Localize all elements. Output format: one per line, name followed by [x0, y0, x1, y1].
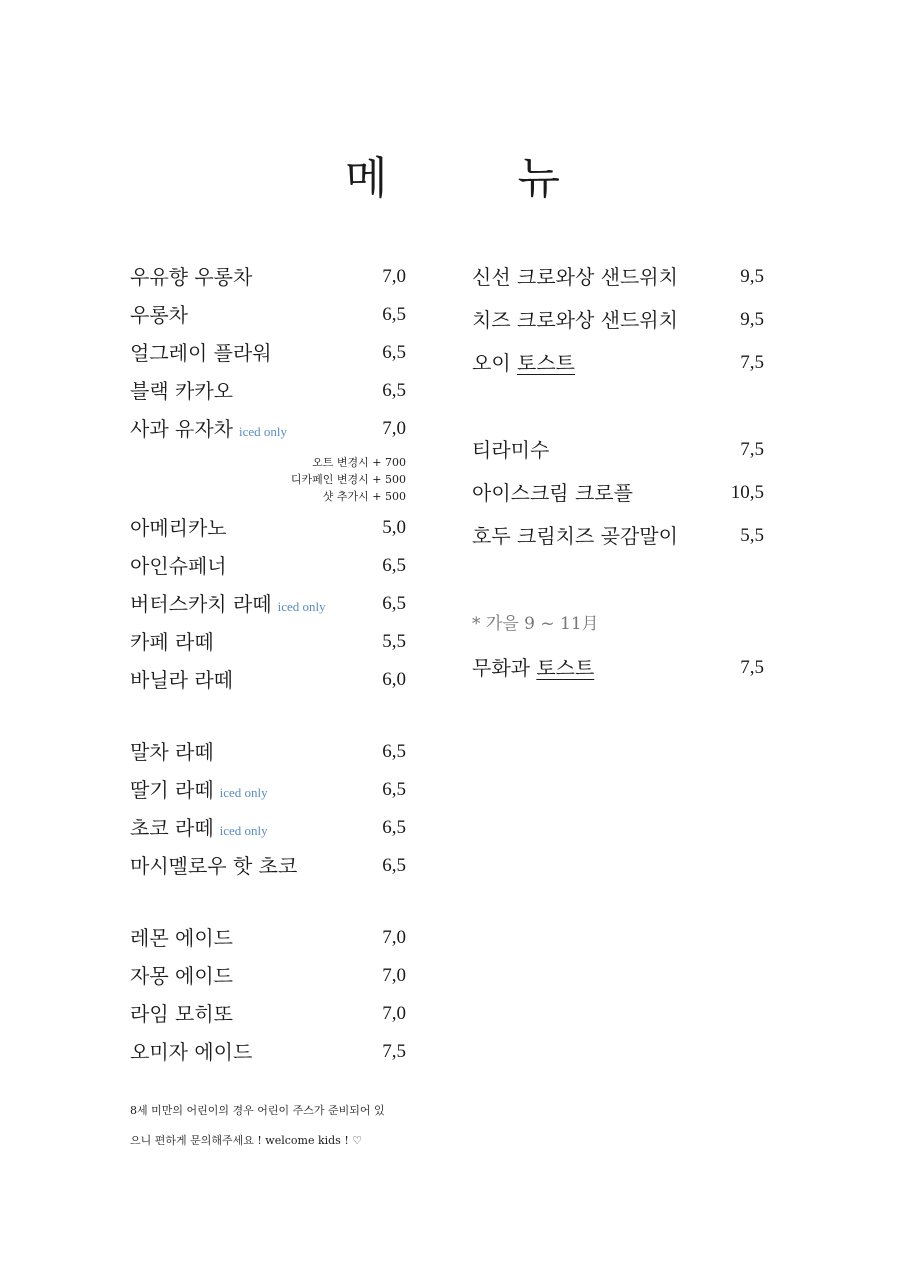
item-name: 레몬 에이드 [130, 926, 233, 950]
kids-notice [130, 1096, 385, 1156]
menu-item [130, 296, 420, 334]
item-name: 라임 모히또 [130, 1002, 233, 1026]
item-name: 초코 라떼 [130, 816, 214, 840]
menu-item [472, 258, 772, 301]
item-name: 얼그레이 플라워 [130, 341, 272, 365]
option-line: 샷 추가시 + 500 [322, 490, 406, 503]
item-price: 7,0 [382, 266, 406, 287]
menu-item [130, 410, 420, 448]
item-name: 우롱차 [130, 303, 188, 327]
item-name: 아메리카노 [130, 516, 227, 540]
menu-item [472, 517, 772, 555]
notice-line: 으니 편하게 문의해주세요 ! welcome kids ! ♡ [130, 1134, 363, 1147]
item-name: 호두 크림치즈 곶감말이 [472, 524, 678, 548]
ade-section [130, 919, 420, 1071]
menu-item [130, 334, 420, 372]
item-name: 딸기 라떼 [130, 778, 214, 802]
item-price: 5,0 [382, 517, 406, 538]
item-price: 7,5 [382, 1041, 406, 1062]
item-name: 우유향 우롱차 [130, 265, 253, 289]
menu-item [472, 649, 772, 687]
menu-item [130, 995, 420, 1033]
item-name: 버터스카치 라떼 [130, 592, 272, 616]
menu-item [130, 547, 420, 585]
iced-only-note: iced only [219, 785, 268, 800]
item-price: 5,5 [382, 631, 406, 652]
menu-item [130, 733, 420, 771]
section-divider [130, 885, 420, 919]
menu-item [130, 258, 420, 296]
item-name: 무화과 [472, 656, 537, 680]
coffee-section [130, 509, 420, 699]
menu-item [472, 474, 772, 517]
item-price: 6,5 [382, 304, 406, 325]
item-price: 7,0 [382, 418, 406, 439]
menu-item [130, 509, 420, 547]
item-price: 6,5 [382, 380, 406, 401]
item-price: 9,5 [740, 266, 764, 287]
item-name-underlined: 토스트 [536, 656, 595, 680]
item-name: 티라미수 [472, 438, 550, 462]
menu-item [130, 847, 420, 885]
item-price: 7,5 [740, 657, 764, 678]
option-surcharges [130, 454, 420, 505]
dessert-section [472, 431, 772, 555]
menu-right-column [472, 258, 772, 687]
item-name-underlined: 토스트 [517, 351, 575, 375]
item-name: 사과 유자차 [130, 417, 233, 441]
iced-only-note: iced only [219, 823, 268, 838]
item-price: 6,5 [382, 342, 406, 363]
seasonal-section [472, 605, 772, 687]
menu-item [472, 301, 772, 344]
section-divider [130, 699, 420, 733]
menu-item [472, 431, 772, 474]
item-price: 6,5 [382, 817, 406, 838]
section-divider [472, 555, 772, 605]
item-name: 아이스크림 크로플 [472, 481, 633, 505]
section-divider [472, 382, 772, 431]
menu-item [130, 585, 420, 623]
item-name: 카페 라떼 [130, 630, 214, 654]
menu-item [130, 957, 420, 995]
item-price: 7,5 [740, 439, 764, 460]
menu-item [130, 372, 420, 410]
item-price: 7,0 [382, 965, 406, 986]
latte-section [130, 733, 420, 885]
item-name: 신선 크로와상 샌드위치 [472, 265, 678, 289]
item-price: 5,5 [740, 525, 764, 546]
item-name: 치즈 크로와상 샌드위치 [472, 308, 678, 332]
item-name: 마시멜로우 핫 초코 [130, 854, 298, 878]
item-price: 7,5 [740, 352, 764, 373]
page-title: 메 뉴 [345, 153, 618, 204]
item-name: 아인슈페너 [130, 554, 227, 578]
item-price: 6,5 [382, 741, 406, 762]
iced-only-note: iced only [277, 599, 326, 614]
item-price: 6,5 [382, 855, 406, 876]
menu-item [472, 344, 772, 382]
item-name: 오이 [472, 351, 517, 375]
menu-item [130, 919, 420, 957]
item-price: 6,5 [382, 593, 406, 614]
menu-item [130, 623, 420, 661]
item-price: 6,5 [382, 779, 406, 800]
menu-item [130, 809, 420, 847]
tea-section [130, 258, 420, 448]
item-price: 7,0 [382, 1003, 406, 1024]
season-label: * 가을 9 ~ 11月 [472, 614, 599, 634]
item-name: 말차 라떼 [130, 740, 214, 764]
item-price: 9,5 [740, 309, 764, 330]
item-name: 자몽 에이드 [130, 964, 233, 988]
menu-item [130, 1033, 420, 1071]
notice-line: 8세 미만의 어린이의 경우 어린이 주스가 준비되어 있 [130, 1104, 385, 1117]
item-price: 7,0 [382, 927, 406, 948]
iced-only-note: iced only [238, 424, 287, 439]
item-price: 6,5 [382, 555, 406, 576]
item-name: 바닐라 라떼 [130, 668, 233, 692]
menu-left-column [130, 258, 420, 1071]
sandwich-section [472, 258, 772, 382]
item-price: 6,0 [382, 669, 406, 690]
item-price: 10,5 [730, 482, 764, 503]
item-name: 블랙 카카오 [130, 379, 233, 403]
item-name: 오미자 에이드 [130, 1040, 253, 1064]
menu-item [130, 661, 420, 699]
option-line: 디카페인 변경시 + 500 [290, 473, 406, 486]
menu-item [130, 771, 420, 809]
option-line: 오트 변경시 + 700 [312, 456, 406, 469]
